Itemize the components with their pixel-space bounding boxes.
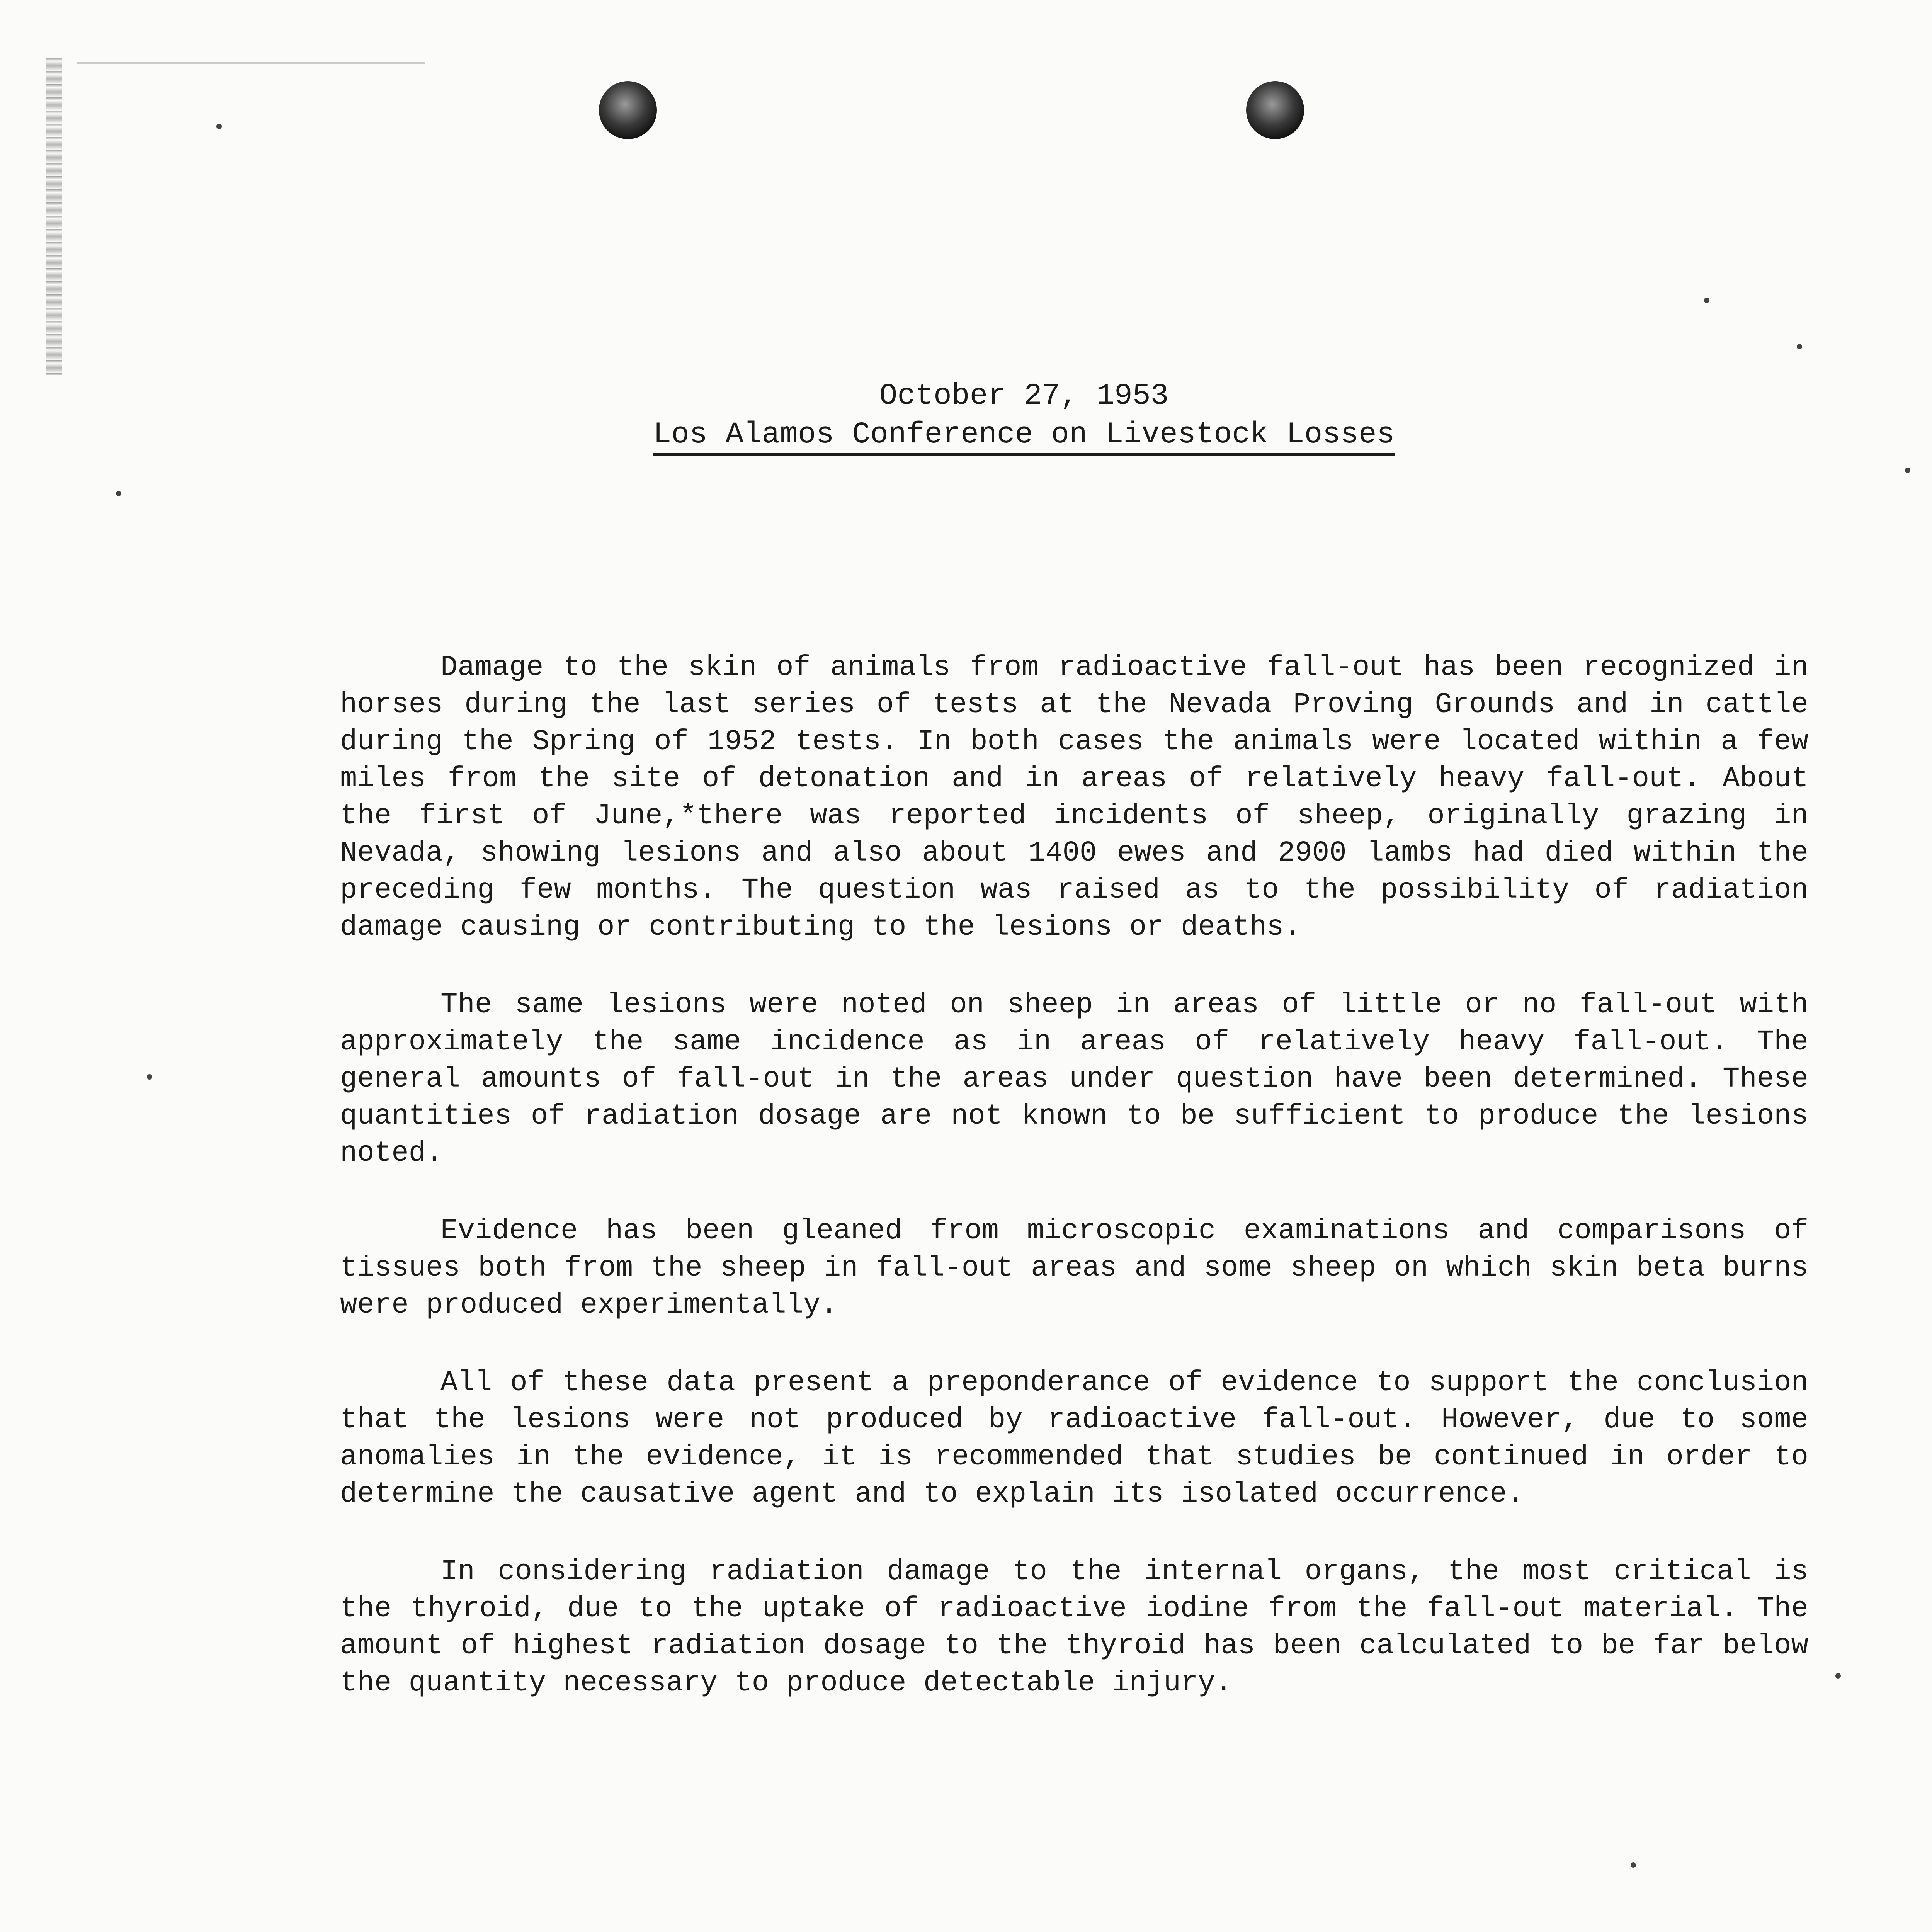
- scan-speck: [1835, 1673, 1841, 1679]
- document-title: [580, 415, 1468, 454]
- scan-speck: [1797, 344, 1802, 349]
- scan-speck: [147, 1074, 152, 1080]
- binder-hole-left-icon: [599, 81, 657, 139]
- paragraph: In considering radiation damage to the internal organs, the most critical is the thyroid, due to the uptake of radioactive iodine from the fall-out material. The amount of highest radiation dosage to the thyroid has been calculated to be far below the quantity necessary to produce detectable injury.: [340, 1556, 1808, 1699]
- scan-speck: [1905, 468, 1910, 473]
- scan-speck: [1704, 298, 1709, 303]
- document-title-text: Los Alamos Conference on Livestock Losses: [653, 418, 1395, 456]
- paragraph: The same lesions were noted on sheep in areas of little or no fall-out with approximately the same incidence as in areas of relatively heavy fall-out. The general amounts of fall-out in the areas under question have been determined. These quantities of radiation dosage are not known to be sufficient to produce the lesions noted.: [340, 989, 1808, 1170]
- binder-hole-right-icon: [1246, 81, 1304, 139]
- document-body: [340, 649, 1808, 1742]
- scan-top-rule: [77, 62, 425, 64]
- scan-speck: [216, 124, 222, 129]
- paragraph: Evidence has been gleaned from microscopic examinations and comparisons of tissues both from the sheep in fall-out areas and some sheep on which skin beta burns were produced experimentally.: [340, 1215, 1808, 1321]
- paragraph: All of these data present a preponderance of evidence to support the conclusion that the lesions were not produced by radioactive fall-out. However, due to some anomalies in the evidence, it is recommended that studies be continued in order to determine the causative agent and to explain its isolated occurrence.: [340, 1367, 1808, 1510]
- scan-speck: [116, 491, 121, 496]
- paragraph: Damage to the skin of animals from radioactive fall-out has been recognized in horses during the last series of tests at the Nevada Proving Grounds and in cattle during the Spring of 1952 tests. In both cases the animals were located within a few miles from the site of detonation and in areas of relatively heavy fall-out. About the first of June,*there was reported incidents of sheep, originally grazing in Nevada, showing lesions and also about 1400 ewes and 2900 lambs had died within the preceding few months. The question was raised as to the possibility of radiation damage causing or contributing to the lesions or deaths.: [340, 651, 1808, 944]
- scan-left-edge-noise: [46, 58, 62, 375]
- scan-speck: [1631, 1862, 1636, 1868]
- document-date: October 27, 1953: [879, 379, 1169, 413]
